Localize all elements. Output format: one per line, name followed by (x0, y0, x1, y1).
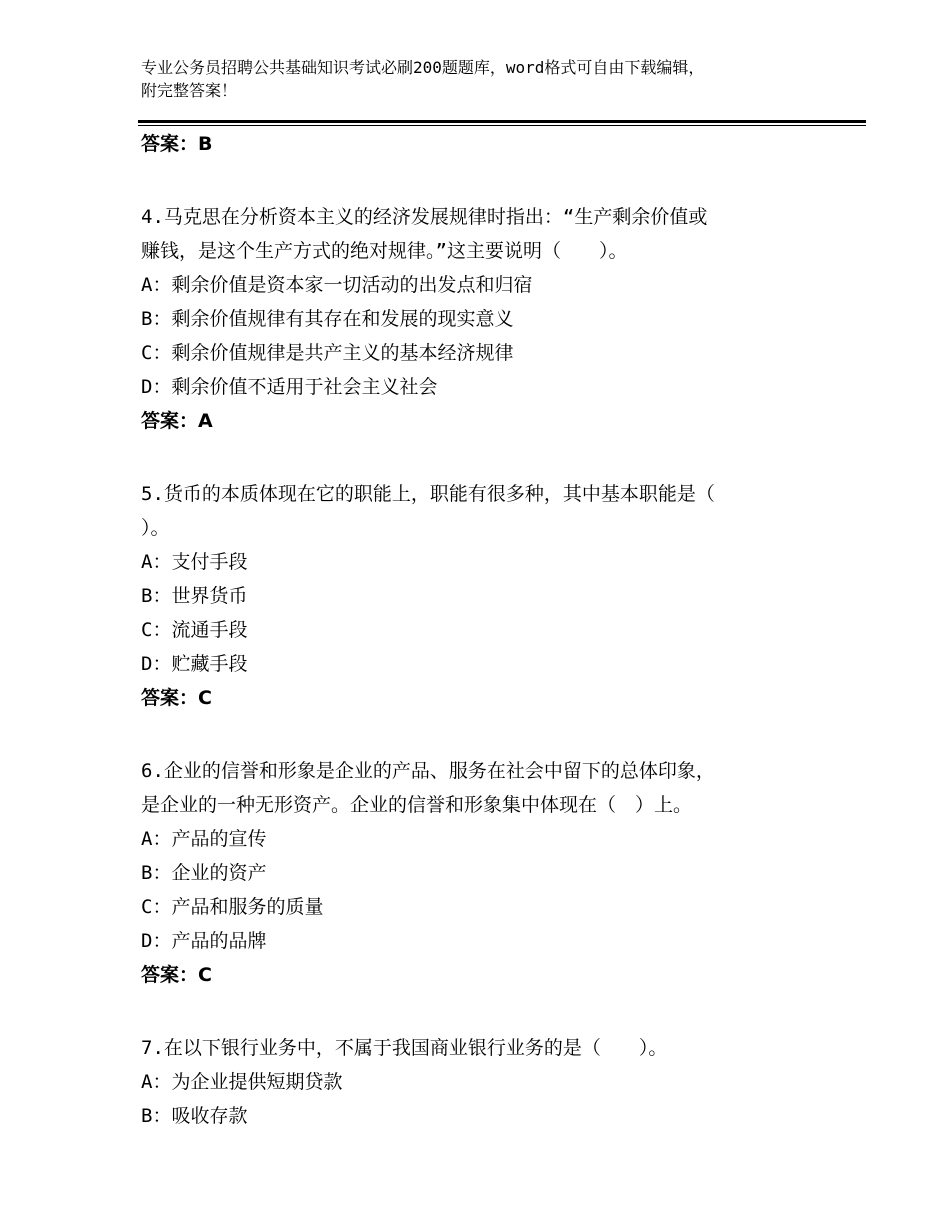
question-stem-line: 4.马克思在分析资本主义的经济发展规律时指出：“生产剩余价值或 (141, 206, 708, 228)
option-b: B：剩余价值规律有其存在和发展的现实意义 (141, 308, 514, 330)
question-block (141, 200, 841, 438)
header-divider-thick (138, 120, 866, 123)
question-block (141, 1031, 841, 1133)
option-b: B：世界货币 (141, 585, 248, 607)
question-stem (141, 200, 841, 268)
question-list (141, 127, 841, 1133)
option-d: D：剩余价值不适用于社会主义社会 (141, 376, 438, 398)
answer-line: 答案：B (141, 133, 213, 155)
question-stem-line: 7.在以下银行业务中，不属于我国商业银行业务的是（ ）。 (141, 1037, 668, 1059)
option-a: A：产品的宣传 (141, 828, 267, 850)
answer-line: 答案：C (141, 964, 212, 986)
option-a: A：剩余价值是资本家一切活动的出发点和归宿 (141, 274, 533, 296)
option-a: A：为企业提供短期贷款 (141, 1071, 343, 1093)
question-block (141, 477, 841, 715)
header-divider-thin (138, 125, 866, 126)
option-c: C：流通手段 (141, 619, 248, 641)
option-b: B：吸收存款 (141, 1105, 248, 1127)
option-b: B：企业的资产 (141, 862, 267, 884)
option-d: D：产品的品牌 (141, 930, 267, 952)
header-line-1: 专业公务员招聘公共基础知识考试必刷200题题库，word格式可自由下载编辑， (141, 58, 705, 77)
question-stem-line: 5.货币的本质体现在它的职能上，职能有很多种，其中基本职能是（ (141, 483, 715, 505)
document-header (141, 56, 841, 102)
header-line-2: 附完整答案！ (141, 81, 238, 100)
option-c: C：产品和服务的质量 (141, 896, 324, 918)
option-d: D：贮藏手段 (141, 653, 248, 675)
question-stem-line: 赚钱，是这个生产方式的绝对规律。”这主要说明（ ）。 (141, 240, 628, 262)
question-stem-line: 6.企业的信誉和形象是企业的产品、服务在社会中留下的总体印象， (141, 760, 715, 782)
question-stem (141, 1031, 841, 1065)
question-block (141, 754, 841, 992)
question-stem (141, 754, 841, 822)
option-a: A：支付手段 (141, 551, 248, 573)
question-stem (141, 477, 841, 545)
option-c: C：剩余价值规律是共产主义的基本经济规律 (141, 342, 514, 364)
answer-line: 答案：A (141, 410, 213, 432)
answer-line: 答案：C (141, 687, 212, 709)
question-stem-line: 是企业的一种无形资产。企业的信誉和形象集中体现在（ ）上。 (141, 794, 693, 816)
question-stem-line: ）。 (141, 517, 170, 539)
